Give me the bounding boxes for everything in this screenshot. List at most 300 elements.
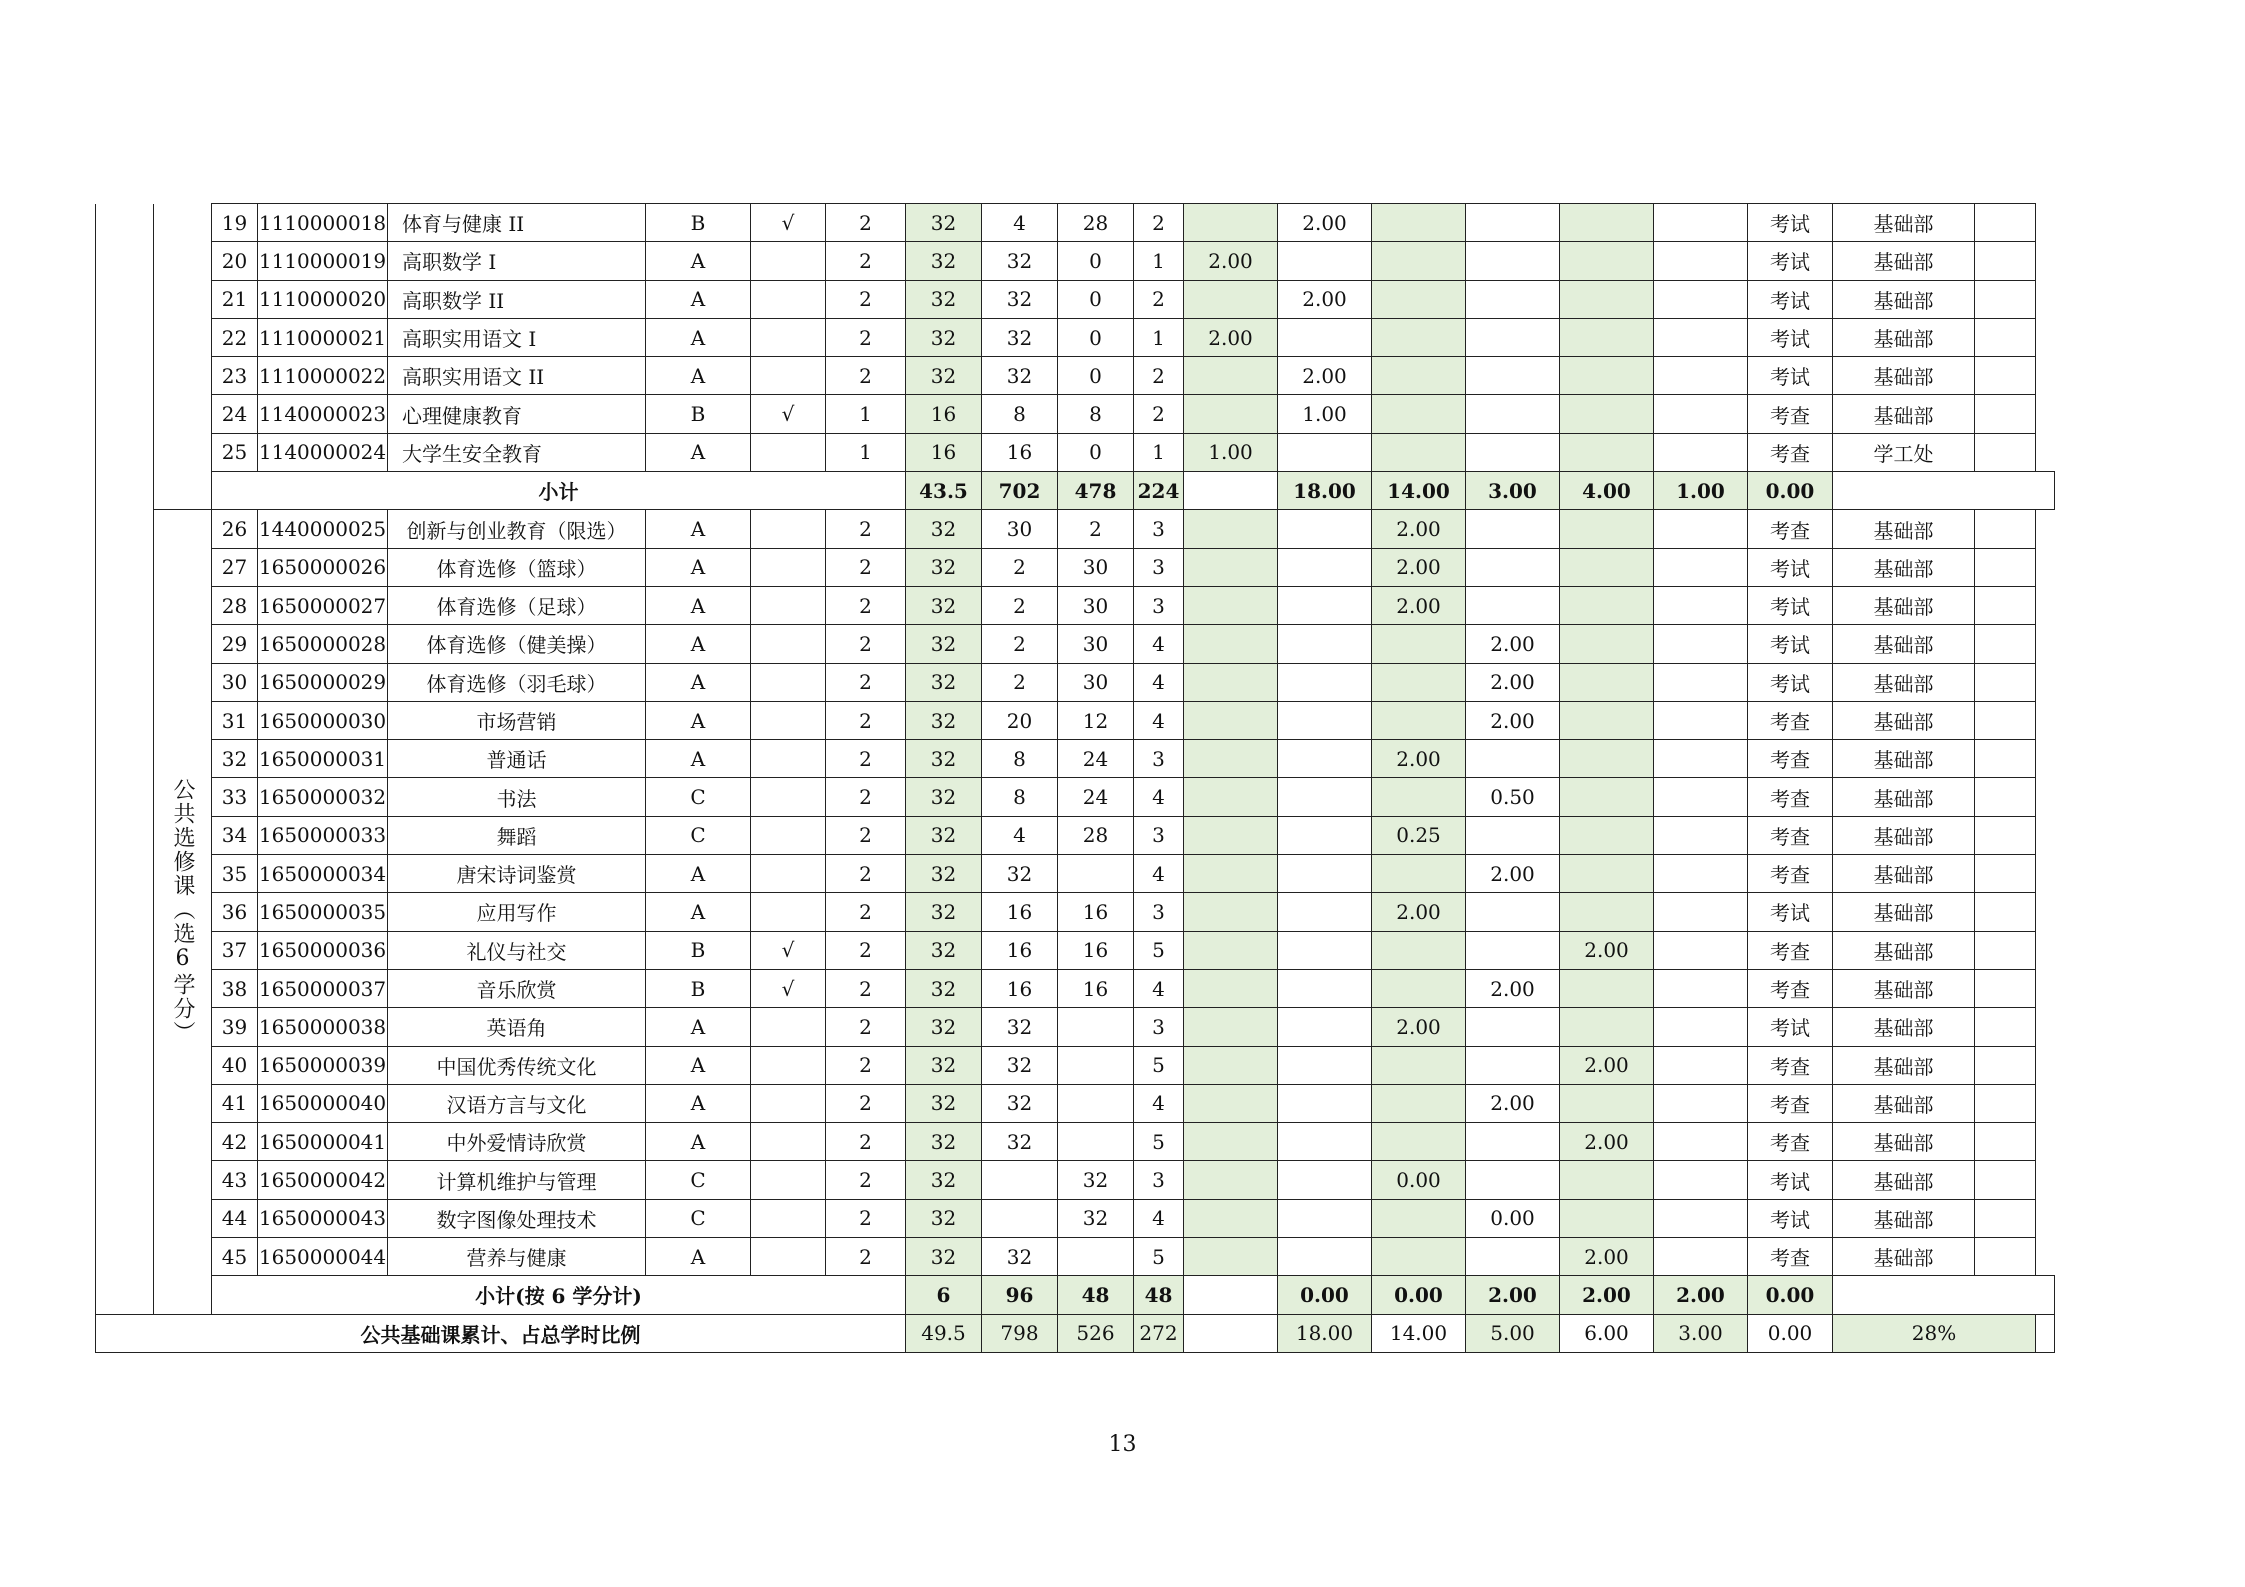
- exam-method: 考试: [1748, 280, 1833, 318]
- exam-method: 考试: [1748, 357, 1833, 395]
- semester-1-hours: [1184, 1199, 1278, 1237]
- semester-5-hours: [1560, 625, 1654, 663]
- exam-method: 考查: [1748, 395, 1833, 433]
- subtotal-term-blank: [1184, 472, 1278, 510]
- term-number: 4: [1134, 701, 1184, 739]
- course-code: 1650000029: [258, 663, 388, 701]
- course-type: A: [646, 1084, 751, 1122]
- term-number: 3: [1134, 586, 1184, 624]
- total-semester-6: 0.00: [1748, 1314, 1833, 1352]
- exam-method: 考试: [1748, 1008, 1833, 1046]
- remarks-cell: [1975, 357, 2036, 395]
- subtotal-semester-5: 2.00: [1654, 1276, 1748, 1314]
- semester-1-hours: [1184, 586, 1278, 624]
- core-course-check: [751, 893, 826, 931]
- department: 基础部: [1833, 663, 1975, 701]
- semester-4-hours: [1466, 1123, 1560, 1161]
- semester-5-hours: [1560, 395, 1654, 433]
- semester-4-hours: [1466, 242, 1560, 280]
- department: 基础部: [1833, 242, 1975, 280]
- exam-method: 考试: [1748, 204, 1833, 242]
- table-row: [96, 740, 2055, 778]
- semester-5-hours: [1560, 1084, 1654, 1122]
- semester-2-hours: 2.00: [1278, 280, 1372, 318]
- course-code: 1110000020: [258, 280, 388, 318]
- semester-2-hours: [1278, 1008, 1372, 1046]
- course-number: 21: [212, 280, 258, 318]
- course-type: A: [646, 740, 751, 778]
- course-type: A: [646, 1238, 751, 1276]
- course-number: 37: [212, 931, 258, 969]
- total-semester-3: 5.00: [1466, 1314, 1560, 1352]
- table-row: [96, 357, 2055, 395]
- semester-5-hours: [1560, 548, 1654, 586]
- semester-5-hours: [1560, 893, 1654, 931]
- semester-5-hours: [1560, 740, 1654, 778]
- department: 基础部: [1833, 701, 1975, 739]
- course-name: 高职实用语文 I: [388, 318, 646, 356]
- semester-3-hours: [1372, 625, 1466, 663]
- table-row: [96, 816, 2055, 854]
- required-subtotal-label: 小计: [212, 472, 906, 510]
- semester-4-hours: [1466, 1238, 1560, 1276]
- table-row: [96, 778, 2055, 816]
- theory-hours: [982, 1199, 1058, 1237]
- term-number: 2: [1134, 395, 1184, 433]
- practice-hours: 28: [1058, 204, 1134, 242]
- semester-2-hours: [1278, 893, 1372, 931]
- course-number: 27: [212, 548, 258, 586]
- course-code: 1110000018: [258, 204, 388, 242]
- term-number: 1: [1134, 433, 1184, 471]
- theory-hours: 4: [982, 204, 1058, 242]
- core-course-check: [751, 433, 826, 471]
- practice-hours: [1058, 1084, 1134, 1122]
- course-credit: 2: [826, 740, 906, 778]
- practice-hours: [1058, 1008, 1134, 1046]
- subtotal-semester-1: 0.00: [1278, 1276, 1372, 1314]
- practice-hours: 0: [1058, 357, 1134, 395]
- semester-3-hours: 2.00: [1372, 548, 1466, 586]
- semester-5-hours: 2.00: [1560, 1238, 1654, 1276]
- semester-1-hours: [1184, 931, 1278, 969]
- core-course-check: [751, 357, 826, 395]
- term-number: 3: [1134, 893, 1184, 931]
- core-course-check: √: [751, 931, 826, 969]
- total-hours: 32: [906, 204, 982, 242]
- total-hours: 16: [906, 433, 982, 471]
- core-course-check: [751, 548, 826, 586]
- core-course-check: [751, 816, 826, 854]
- core-course-check: [751, 242, 826, 280]
- semester-3-hours: [1372, 1046, 1466, 1084]
- core-course-check: [751, 510, 826, 548]
- course-credit: 2: [826, 318, 906, 356]
- semester-5-hours: [1560, 778, 1654, 816]
- subtotal-semester-4: 2.00: [1560, 1276, 1654, 1314]
- semester-1-hours: [1184, 1084, 1278, 1122]
- semester-6-hours: [1654, 778, 1748, 816]
- course-credit: 2: [826, 1199, 906, 1237]
- required-group-column: [154, 204, 212, 510]
- semester-5-hours: [1560, 204, 1654, 242]
- table-row: [96, 1199, 2055, 1237]
- semester-2-hours: [1278, 433, 1372, 471]
- table-row: [96, 548, 2055, 586]
- semester-2-hours: [1278, 778, 1372, 816]
- course-type: C: [646, 1199, 751, 1237]
- department: 基础部: [1833, 1238, 1975, 1276]
- semester-5-hours: [1560, 1161, 1654, 1199]
- department: 基础部: [1833, 778, 1975, 816]
- department: 基础部: [1833, 280, 1975, 318]
- total-semester-1: 18.00: [1278, 1314, 1372, 1352]
- course-credit: 2: [826, 280, 906, 318]
- semester-5-hours: [1560, 433, 1654, 471]
- total-hours: 32: [906, 1084, 982, 1122]
- theory-hours: 8: [982, 740, 1058, 778]
- semester-3-hours: 0.25: [1372, 816, 1466, 854]
- department: 基础部: [1833, 931, 1975, 969]
- core-course-check: [751, 1046, 826, 1084]
- semester-6-hours: [1654, 701, 1748, 739]
- course-credit: 2: [826, 931, 906, 969]
- table-row: [96, 1238, 2055, 1276]
- subtotal-blank: [1833, 472, 2055, 510]
- course-credit: 2: [826, 1046, 906, 1084]
- total-hours: 32: [906, 357, 982, 395]
- theory-hours: 32: [982, 1008, 1058, 1046]
- course-credit: 2: [826, 625, 906, 663]
- remarks-cell: [1975, 1161, 2036, 1199]
- total-ratio: 28%: [1833, 1314, 2036, 1352]
- table-row: [96, 663, 2055, 701]
- subtotal-semester-3: 2.00: [1466, 1276, 1560, 1314]
- semester-2-hours: [1278, 701, 1372, 739]
- course-name: 舞蹈: [388, 816, 646, 854]
- remarks-cell: [1975, 586, 2036, 624]
- total-hours: 32: [906, 625, 982, 663]
- exam-method: 考试: [1748, 893, 1833, 931]
- course-number: 33: [212, 778, 258, 816]
- course-credit: 2: [826, 1161, 906, 1199]
- department: 基础部: [1833, 318, 1975, 356]
- course-name: 计算机维护与管理: [388, 1161, 646, 1199]
- subtotal-row: [96, 1276, 2055, 1314]
- table-row: [96, 1046, 2055, 1084]
- course-code: 1110000019: [258, 242, 388, 280]
- course-number: 44: [212, 1199, 258, 1237]
- core-course-check: [751, 740, 826, 778]
- exam-method: 考试: [1748, 586, 1833, 624]
- practice-hours: 30: [1058, 586, 1134, 624]
- semester-5-hours: [1560, 357, 1654, 395]
- semester-2-hours: [1278, 969, 1372, 1007]
- semester-5-hours: 2.00: [1560, 931, 1654, 969]
- core-course-check: [751, 778, 826, 816]
- semester-2-hours: 2.00: [1278, 357, 1372, 395]
- total-hours: 32: [906, 816, 982, 854]
- exam-method: 考查: [1748, 701, 1833, 739]
- course-name: 市场营销: [388, 701, 646, 739]
- theory-hours: 32: [982, 1084, 1058, 1122]
- semester-6-hours: [1654, 931, 1748, 969]
- course-code: 1650000032: [258, 778, 388, 816]
- semester-2-hours: [1278, 1046, 1372, 1084]
- course-credit: 1: [826, 433, 906, 471]
- course-name: 音乐欣赏: [388, 969, 646, 1007]
- semester-1-hours: 2.00: [1184, 242, 1278, 280]
- core-course-check: [751, 663, 826, 701]
- semester-3-hours: [1372, 1199, 1466, 1237]
- semester-3-hours: 2.00: [1372, 893, 1466, 931]
- course-number: 20: [212, 242, 258, 280]
- semester-5-hours: [1560, 663, 1654, 701]
- semester-1-hours: [1184, 1046, 1278, 1084]
- semester-4-hours: 2.00: [1466, 855, 1560, 893]
- exam-method: 考试: [1748, 548, 1833, 586]
- semester-4-hours: [1466, 318, 1560, 356]
- course-code: 1650000044: [258, 1238, 388, 1276]
- semester-3-hours: [1372, 1123, 1466, 1161]
- course-number: 29: [212, 625, 258, 663]
- core-course-check: [751, 1084, 826, 1122]
- course-code: 1650000036: [258, 931, 388, 969]
- core-course-check: [751, 625, 826, 663]
- semester-6-hours: [1654, 204, 1748, 242]
- semester-5-hours: [1560, 816, 1654, 854]
- course-credit: 2: [826, 242, 906, 280]
- subtotal-blank: [1833, 1276, 2055, 1314]
- course-name: 普通话: [388, 740, 646, 778]
- total-semester-5: 3.00: [1654, 1314, 1748, 1352]
- course-credit: 2: [826, 1084, 906, 1122]
- department: 基础部: [1833, 1161, 1975, 1199]
- course-credit: 2: [826, 586, 906, 624]
- semester-5-hours: [1560, 280, 1654, 318]
- semester-6-hours: [1654, 395, 1748, 433]
- core-course-check: √: [751, 204, 826, 242]
- practice-hours: 8: [1058, 395, 1134, 433]
- course-type: C: [646, 816, 751, 854]
- total-hours: 32: [906, 548, 982, 586]
- theory-hours: 32: [982, 242, 1058, 280]
- remarks-cell: [1975, 1008, 2036, 1046]
- subtotal-hours: 96: [982, 1276, 1058, 1314]
- term-number: 1: [1134, 242, 1184, 280]
- course-code: 1650000031: [258, 740, 388, 778]
- core-course-check: [751, 586, 826, 624]
- course-number: 36: [212, 893, 258, 931]
- semester-4-hours: [1466, 357, 1560, 395]
- course-name: 营养与健康: [388, 1238, 646, 1276]
- practice-hours: 0: [1058, 433, 1134, 471]
- semester-3-hours: [1372, 969, 1466, 1007]
- course-code: 1650000028: [258, 625, 388, 663]
- semester-4-hours: 2.00: [1466, 625, 1560, 663]
- theory-hours: 32: [982, 280, 1058, 318]
- total-practice: 272: [1134, 1314, 1184, 1352]
- total-label: 公共基础课累计、占总学时比例: [96, 1314, 906, 1352]
- term-number: 5: [1134, 1046, 1184, 1084]
- semester-1-hours: [1184, 280, 1278, 318]
- subtotal-semester-3: 3.00: [1466, 472, 1560, 510]
- semester-6-hours: [1654, 1123, 1748, 1161]
- term-number: 5: [1134, 1238, 1184, 1276]
- total-hours: 32: [906, 893, 982, 931]
- theory-hours: 8: [982, 778, 1058, 816]
- practice-hours: 30: [1058, 625, 1134, 663]
- theory-hours: 32: [982, 855, 1058, 893]
- table-row: [96, 625, 2055, 663]
- total-hours: 798: [982, 1314, 1058, 1352]
- subtotal-theory: 478: [1058, 472, 1134, 510]
- term-number: 4: [1134, 1199, 1184, 1237]
- exam-method: 考查: [1748, 433, 1833, 471]
- core-course-check: [751, 1161, 826, 1199]
- course-code: 1650000041: [258, 1123, 388, 1161]
- total-hours: 32: [906, 318, 982, 356]
- exam-method: 考查: [1748, 1084, 1833, 1122]
- semester-5-hours: [1560, 855, 1654, 893]
- course-type: A: [646, 625, 751, 663]
- term-number: 2: [1134, 204, 1184, 242]
- semester-2-hours: [1278, 1199, 1372, 1237]
- semester-5-hours: [1560, 1008, 1654, 1046]
- department: 基础部: [1833, 204, 1975, 242]
- subtotal-theory: 48: [1058, 1276, 1134, 1314]
- course-code: 1140000024: [258, 433, 388, 471]
- course-name: 礼仪与社交: [388, 931, 646, 969]
- course-number: 30: [212, 663, 258, 701]
- theory-hours: 32: [982, 357, 1058, 395]
- semester-5-hours: [1560, 701, 1654, 739]
- semester-3-hours: [1372, 395, 1466, 433]
- course-name: 创新与创业教育（限选）: [388, 510, 646, 548]
- subtotal-row: [96, 472, 2055, 510]
- semester-4-hours: [1466, 586, 1560, 624]
- core-course-check: [751, 280, 826, 318]
- semester-1-hours: [1184, 969, 1278, 1007]
- semester-4-hours: [1466, 931, 1560, 969]
- remarks-cell: [1975, 1046, 2036, 1084]
- semester-3-hours: [1372, 242, 1466, 280]
- table-row: [96, 318, 2055, 356]
- semester-5-hours: [1560, 318, 1654, 356]
- remarks-cell: [1975, 969, 2036, 1007]
- total-hours: 32: [906, 778, 982, 816]
- exam-method: 考试: [1748, 318, 1833, 356]
- course-code: 1650000026: [258, 548, 388, 586]
- term-number: 4: [1134, 1084, 1184, 1122]
- course-number: 41: [212, 1084, 258, 1122]
- semester-2-hours: [1278, 855, 1372, 893]
- semester-6-hours: [1654, 433, 1748, 471]
- course-name: 心理健康教育: [388, 395, 646, 433]
- core-course-check: [751, 701, 826, 739]
- course-code: 1650000030: [258, 701, 388, 739]
- remarks-cell: [1975, 510, 2036, 548]
- semester-4-hours: 2.00: [1466, 969, 1560, 1007]
- course-credit: 2: [826, 893, 906, 931]
- department: 学工处: [1833, 433, 1975, 471]
- remarks-cell: [1975, 395, 2036, 433]
- semester-1-hours: [1184, 1123, 1278, 1161]
- table-row: [96, 855, 2055, 893]
- subtotal-credit: 6: [906, 1276, 982, 1314]
- practice-hours: [1058, 1123, 1134, 1161]
- subtotal-semester-4: 4.00: [1560, 472, 1654, 510]
- category-column: [96, 204, 154, 1315]
- theory-hours: 30: [982, 510, 1058, 548]
- subtotal-practice: 48: [1134, 1276, 1184, 1314]
- practice-hours: [1058, 1046, 1134, 1084]
- course-type: A: [646, 357, 751, 395]
- semester-3-hours: [1372, 204, 1466, 242]
- course-credit: 2: [826, 663, 906, 701]
- term-number: 4: [1134, 663, 1184, 701]
- semester-3-hours: [1372, 1238, 1466, 1276]
- semester-3-hours: [1372, 855, 1466, 893]
- semester-4-hours: [1466, 816, 1560, 854]
- semester-4-hours: [1466, 510, 1560, 548]
- term-number: 3: [1134, 816, 1184, 854]
- practice-hours: 28: [1058, 816, 1134, 854]
- table-row: [96, 701, 2055, 739]
- course-code: 1650000042: [258, 1161, 388, 1199]
- course-code: 1650000037: [258, 969, 388, 1007]
- table-row: [96, 1123, 2055, 1161]
- exam-method: 考试: [1748, 663, 1833, 701]
- remarks-cell: [1975, 318, 2036, 356]
- semester-2-hours: [1278, 548, 1372, 586]
- remarks-cell: [1975, 548, 2036, 586]
- theory-hours: 32: [982, 1046, 1058, 1084]
- course-code: 1650000040: [258, 1084, 388, 1122]
- exam-method: 考查: [1748, 931, 1833, 969]
- exam-method: 考查: [1748, 816, 1833, 854]
- department: 基础部: [1833, 816, 1975, 854]
- course-credit: 2: [826, 204, 906, 242]
- semester-1-hours: [1184, 204, 1278, 242]
- course-number: 22: [212, 318, 258, 356]
- theory-hours: 32: [982, 1238, 1058, 1276]
- theory-hours: 4: [982, 816, 1058, 854]
- course-credit: 2: [826, 969, 906, 1007]
- semester-4-hours: 2.00: [1466, 701, 1560, 739]
- semester-1-hours: [1184, 357, 1278, 395]
- course-credit: 2: [826, 357, 906, 395]
- theory-hours: 20: [982, 701, 1058, 739]
- semester-1-hours: [1184, 740, 1278, 778]
- table-row: [96, 242, 2055, 280]
- semester-6-hours: [1654, 280, 1748, 318]
- table-row: [96, 931, 2055, 969]
- total-hours: 32: [906, 1161, 982, 1199]
- semester-6-hours: [1654, 318, 1748, 356]
- theory-hours: 2: [982, 663, 1058, 701]
- theory-hours: 2: [982, 625, 1058, 663]
- course-type: A: [646, 510, 751, 548]
- course-number: 25: [212, 433, 258, 471]
- practice-hours: 16: [1058, 969, 1134, 1007]
- total-credit: 49.5: [906, 1314, 982, 1352]
- course-code: 1650000027: [258, 586, 388, 624]
- course-name: 书法: [388, 778, 646, 816]
- total-semester-4: 6.00: [1560, 1314, 1654, 1352]
- semester-1-hours: 2.00: [1184, 318, 1278, 356]
- core-course-check: [751, 1199, 826, 1237]
